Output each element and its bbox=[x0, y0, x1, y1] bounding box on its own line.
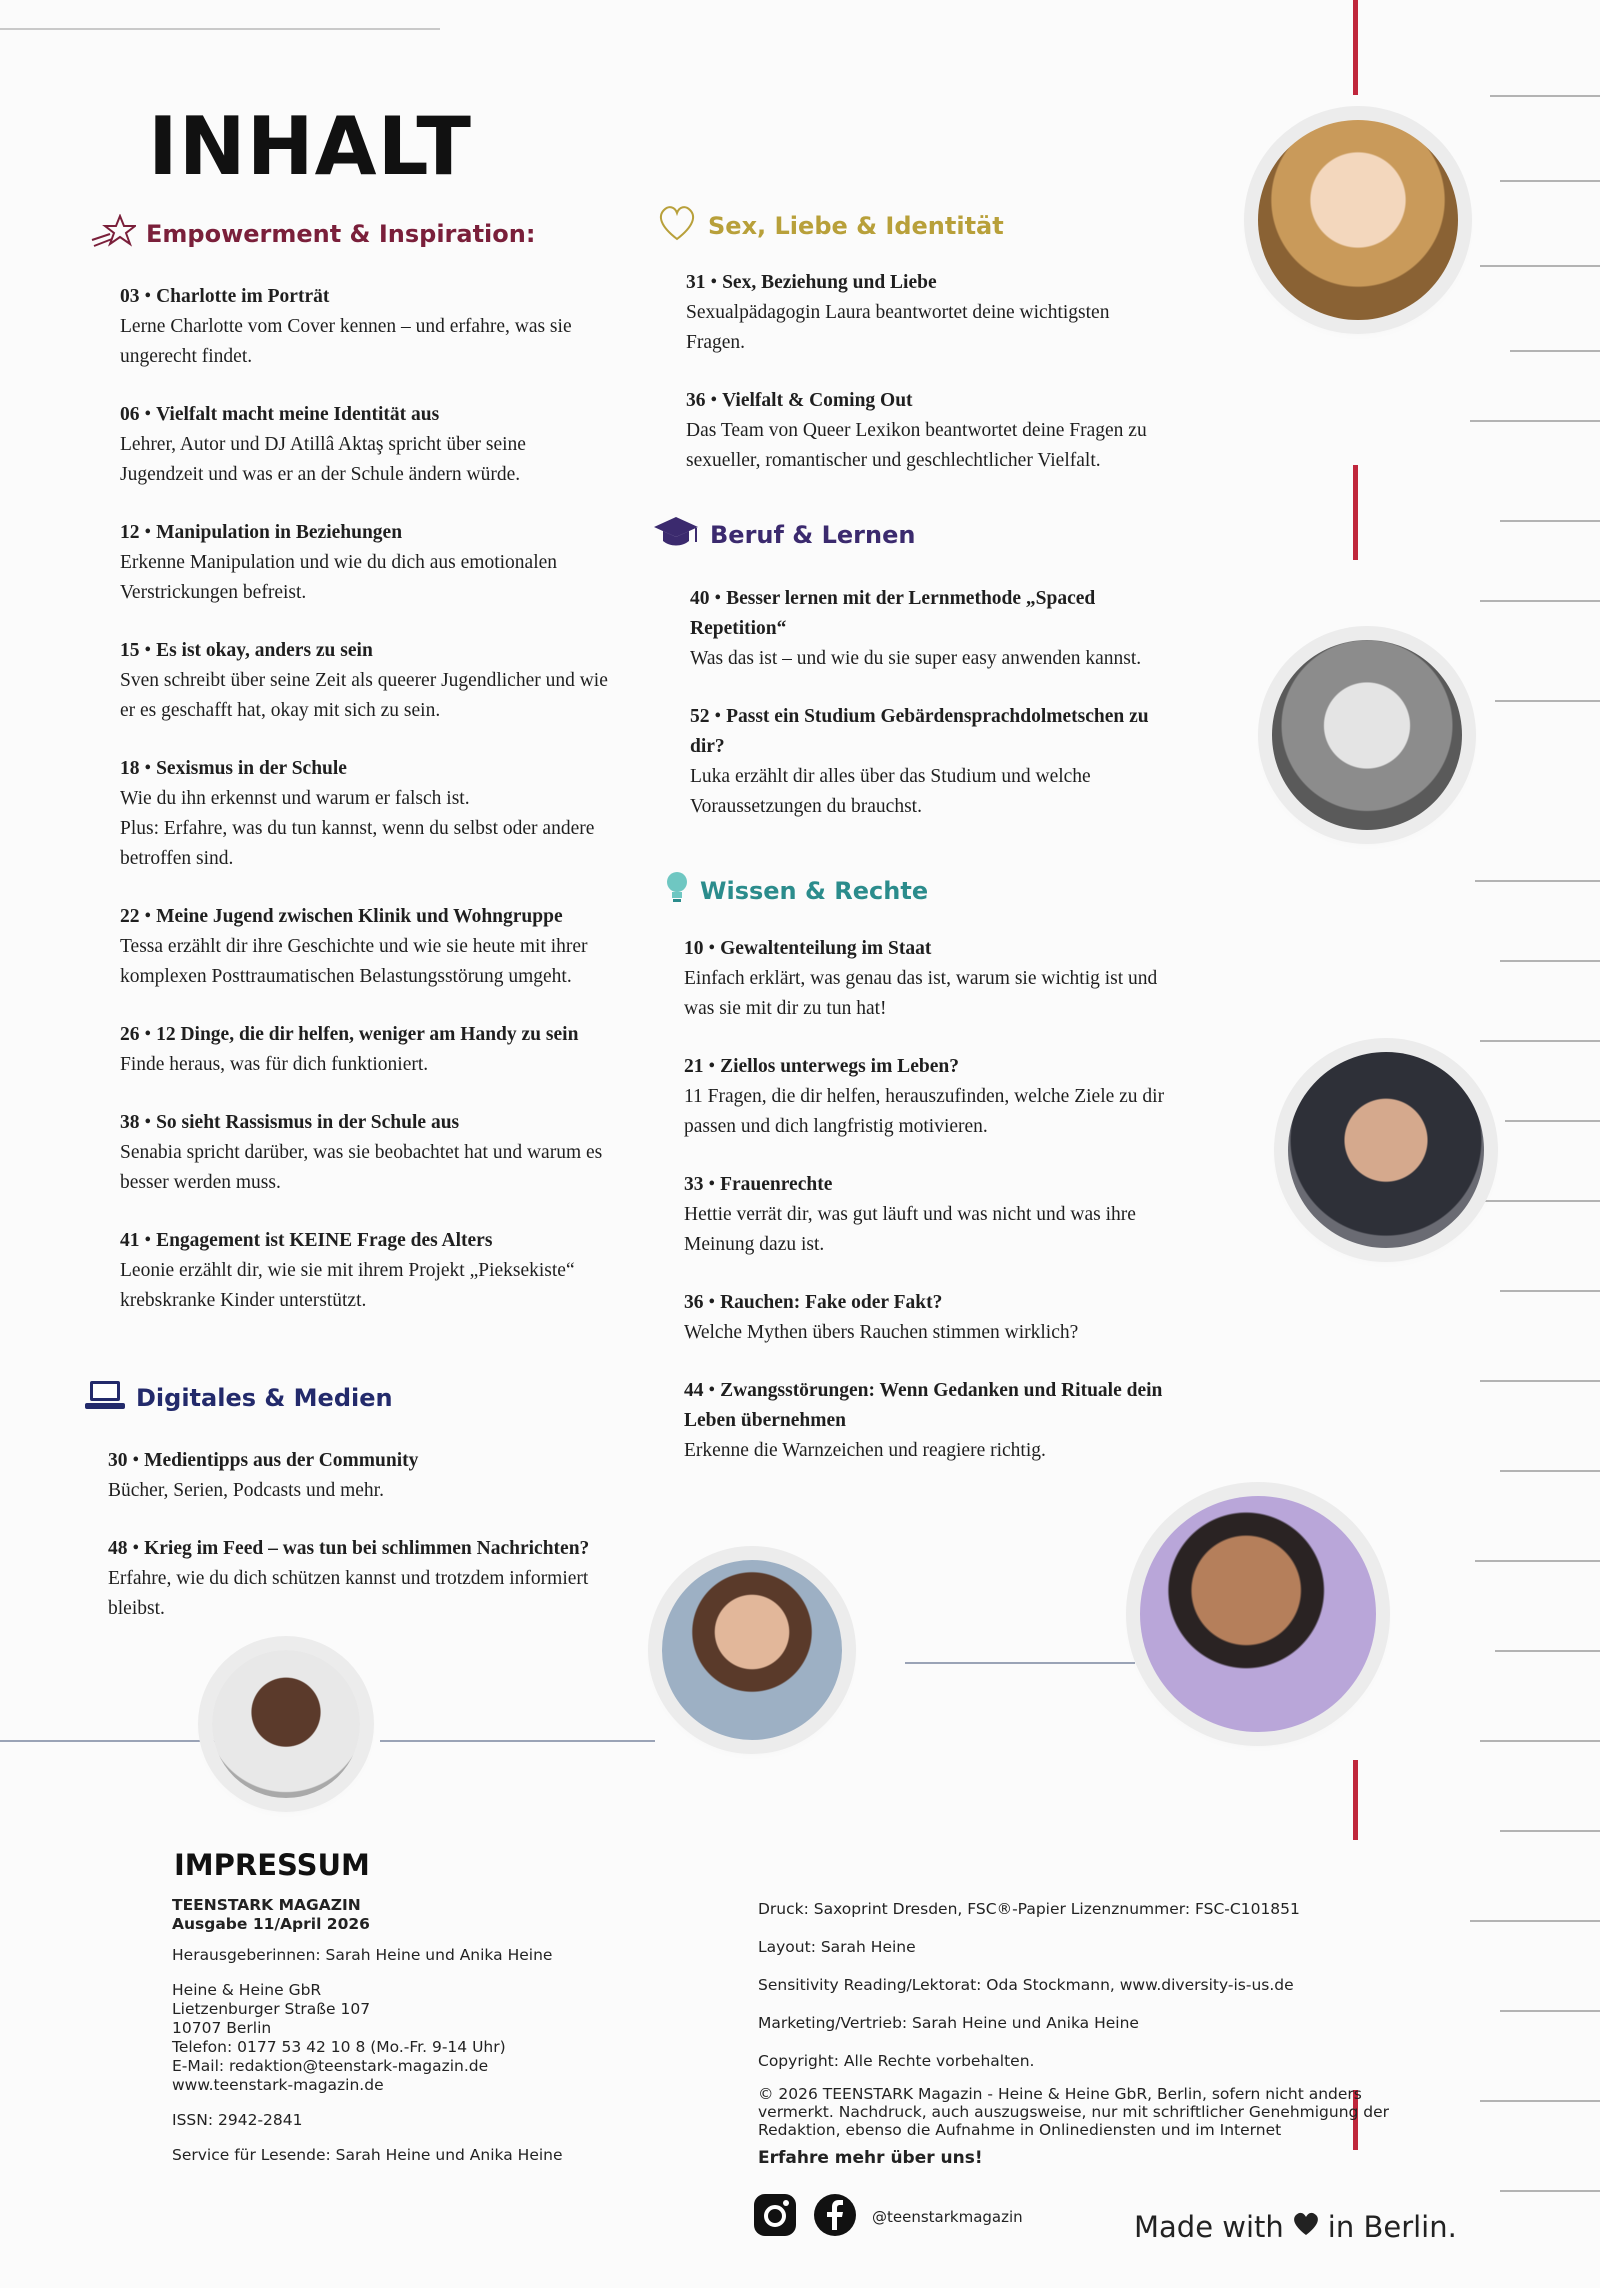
portrait-photo-1 bbox=[1258, 120, 1458, 320]
portrait-photo-2 bbox=[1272, 640, 1462, 830]
footer-divider-right bbox=[905, 1662, 1135, 1664]
toc-entry[interactable]: 38 • So sieht Rassismus in der Schule aus Senabia spricht darüber, was sie beobachtet hat und warum es besser werden muss. bbox=[120, 1112, 603, 1193]
toc-entry[interactable]: 15 • Es ist okay, anders zu sein Sven schreibt über seine Zeit als queerer Jugendlicher und wie er es geschafft hat, okay mit sich zu sein. bbox=[120, 640, 608, 721]
portrait-photo-4 bbox=[1140, 1496, 1376, 1732]
section-sex bbox=[656, 204, 1004, 248]
portrait-photo-3 bbox=[1288, 1052, 1484, 1248]
graduation-cap-icon bbox=[652, 514, 700, 556]
toc-entry[interactable]: 31 • Sex, Beziehung und Liebe Sexualpädagogin Laura beantwortet deine wichtigsten Fragen. bbox=[686, 272, 1110, 353]
impressum-left: TEENSTARK MAGAZIN Ausgabe 11/April 2026 Herausgeberinnen: Sarah Heine und Anika Heine Heine & Heine GbR Lietzenburger Straße 107 10707 Berlin Telefon: 0177 53 42 10 8 (Mo.-Fr. 9-14 Uhr) E-Mail: redaktion@teenstark-magazin.de www.teenstark-magazin.de ISSN: 2942-2841 Service für Lesende: Sarah Heine und Anika Heine bbox=[172, 1896, 732, 2165]
legal-notice: © 2026 TEENSTARK Magazin - Heine & Heine GbR, Berlin, sofern nicht anders vermerkt. Nachdruck, auch auszugsweise, nur mit schriftlicher Genehmigung der Redaktion, ebenso die Aufnahme in Onlinediensten und im Internet bbox=[758, 2085, 1390, 2139]
heart-icon bbox=[656, 204, 698, 248]
toc-entry[interactable]: 40 • Besser lernen mit der Lernmethode „Spaced Repetition“ Was das ist – und wie du sie super easy anwenden kannst. bbox=[690, 588, 1142, 669]
toc-entry[interactable]: 18 • Sexismus in der Schule Wie du ihn erkennst und warum er falsch ist. Plus: Erfahre, was du tun kannst, wenn du selbst oder andere betroffen sind. bbox=[120, 758, 595, 869]
accent-bar-top bbox=[1353, 0, 1358, 95]
toc-entry[interactable]: 36 • Rauchen: Fake oder Fakt? Welche Mythen übers Rauchen stimmen wirklich? bbox=[684, 1292, 1079, 1343]
social-handle[interactable]: @teenstarkmagazin bbox=[872, 2208, 1023, 2226]
sensitivity-line: Sensitivity Reading/Lektorat: Oda Stockmann, www.diversity-is-us.de bbox=[758, 1976, 1294, 1994]
page-title: INHALT bbox=[148, 100, 472, 193]
footer-divider-middle bbox=[380, 1740, 655, 1742]
toc-entry[interactable]: 03 • Charlotte im Porträt Lerne Charlotte vom Cover kennen – und erfahre, was sie ungerecht findet. bbox=[120, 286, 572, 367]
section-heading-empowerment: Empowerment & Inspiration: bbox=[90, 214, 650, 254]
section-beruf bbox=[652, 514, 915, 556]
toc-entry[interactable]: 36 • Vielfalt & Coming Out Das Team von Queer Lexikon beantwortet deine Fragen zu sexueller, romantischer und geschlechtlicher Vielfalt. bbox=[686, 390, 1147, 471]
toc-entry[interactable]: 33 • Frauenrechte Hettie verrät dir, was gut läuft und was nicht und was ihre Meinung dazu ist. bbox=[684, 1174, 1136, 1255]
accent-bar-middle bbox=[1353, 465, 1358, 560]
heart-icon bbox=[1292, 2210, 1320, 2244]
footer-divider-left bbox=[0, 1740, 240, 1742]
lightbulb-icon bbox=[664, 870, 690, 912]
shooting-star-icon bbox=[90, 214, 136, 254]
impressum-right: Druck: Saxoprint Dresden, FSC®-Papier Lizenznummer: FSC-C101851 Layout: Sarah Heine Sensitivity Reading/Lektorat: Oda Stockmann, www.diversity-is-us.de Marketing/Vertrieb: Sarah Heine und Anika Heine Copyright: Alle Rechte vorbehalten. © 2026 TEENSTARK Magazin - Heine & Heine GbR, Berlin, sofern nicht anders vermerkt. Nachdruck, auch auszugsweise, nur mit schriftlicher Genehmigung der Redaktion, ebenso die Aufnahme in Onlinediensten und im Internet Erfahre mehr über uns! bbox=[758, 1900, 1458, 2168]
toc-entry[interactable]: 10 • Gewaltenteilung im Staat Einfach erklärt, was genau das ist, warum sie wichtig ist und was sie mit dir zu tun hat! bbox=[684, 938, 1158, 1019]
section-heading-sex: Sex, Liebe & Identität bbox=[656, 204, 1004, 248]
section-heading-beruf: Beruf & Lernen bbox=[652, 514, 915, 556]
impressum-title: IMPRESSUM bbox=[174, 1848, 370, 1882]
empowerment-entries bbox=[120, 282, 660, 1316]
section-digitales bbox=[84, 1378, 393, 1418]
toc-entry[interactable]: 26 • 12 Dinge, die dir helfen, weniger am Handy zu sein Finde heraus, was für dich funktioniert. bbox=[120, 1024, 579, 1075]
section-heading-digitales: Digitales & Medien bbox=[84, 1378, 393, 1418]
section-wissen bbox=[664, 870, 928, 912]
portrait-photo-6 bbox=[212, 1650, 360, 1798]
toc-entry[interactable]: 52 • Passt ein Studium Gebärdensprachdolmetschen zu dir? Luka erzählt dir alles über das Studium und welche Voraussetzungen du brauchst. bbox=[690, 706, 1149, 817]
top-divider-line bbox=[0, 28, 440, 30]
sex-entries bbox=[686, 268, 1206, 476]
social-row bbox=[752, 2192, 1023, 2243]
portrait-photo-5 bbox=[662, 1560, 842, 1740]
accent-bar-low bbox=[1353, 1760, 1358, 1840]
toc-entry[interactable]: 22 • Meine Jugend zwischen Klinik und Wohngruppe Tessa erzählt dir ihre Geschichte und wie sie heute mit ihrer komplexen Posttraumatischen Belastungsstörung umgeht. bbox=[120, 906, 588, 987]
wissen-entries bbox=[684, 934, 1214, 1466]
laptop-icon bbox=[84, 1378, 126, 1418]
toc-entry[interactable]: 48 • Krieg im Feed – was tun bei schlimmen Nachrichten? Erfahre, wie du dich schützen kannst und trotzdem informiert bleibst. bbox=[108, 1538, 590, 1619]
beruf-entries bbox=[690, 584, 1210, 822]
facebook-icon[interactable] bbox=[812, 2192, 858, 2243]
website-link[interactable]: www.teenstark-magazin.de bbox=[172, 2076, 384, 2094]
toc-entry[interactable]: 06 • Vielfalt macht meine Identität aus Lehrer, Autor und DJ Atillâ Aktaş spricht über seine Jugendzeit und was er an der Schule ändern würde. bbox=[120, 404, 526, 485]
email-link[interactable]: E-Mail: redaktion@teenstark-magazin.de bbox=[172, 2057, 489, 2075]
toc-entry[interactable]: 12 • Manipulation in Beziehungen Erkenne Manipulation und wie du dich aus emotionalen Verstrickungen befreist. bbox=[120, 522, 558, 603]
section-empowerment bbox=[90, 214, 650, 254]
toc-entry[interactable]: 41 • Engagement ist KEINE Frage des Alters Leonie erzählt dir, wie sie mit ihrem Projekt „Pieksekiste“ krebskranke Kinder unterstützt. bbox=[120, 1230, 575, 1311]
made-with-love: Made with in Berlin. bbox=[1134, 2210, 1457, 2244]
toc-entry[interactable]: 44 • Zwangsstörungen: Wenn Gedanken und Rituale dein Leben übernehmen Erkenne die Warnzeichen und reagiere richtig. bbox=[684, 1380, 1163, 1461]
toc-entry[interactable]: 30 • Medientipps aus der Community Bücher, Serien, Podcasts und mehr. bbox=[108, 1450, 419, 1501]
instagram-icon[interactable] bbox=[752, 2192, 798, 2243]
section-heading-wissen: Wissen & Rechte bbox=[664, 870, 928, 912]
digitales-entries bbox=[108, 1446, 668, 1624]
toc-entry[interactable]: 21 • Ziellos unterwegs im Leben? 11 Fragen, die dir helfen, herauszufinden, welche Ziele zu dir passen und dich langfristig motivieren. bbox=[684, 1056, 1165, 1137]
